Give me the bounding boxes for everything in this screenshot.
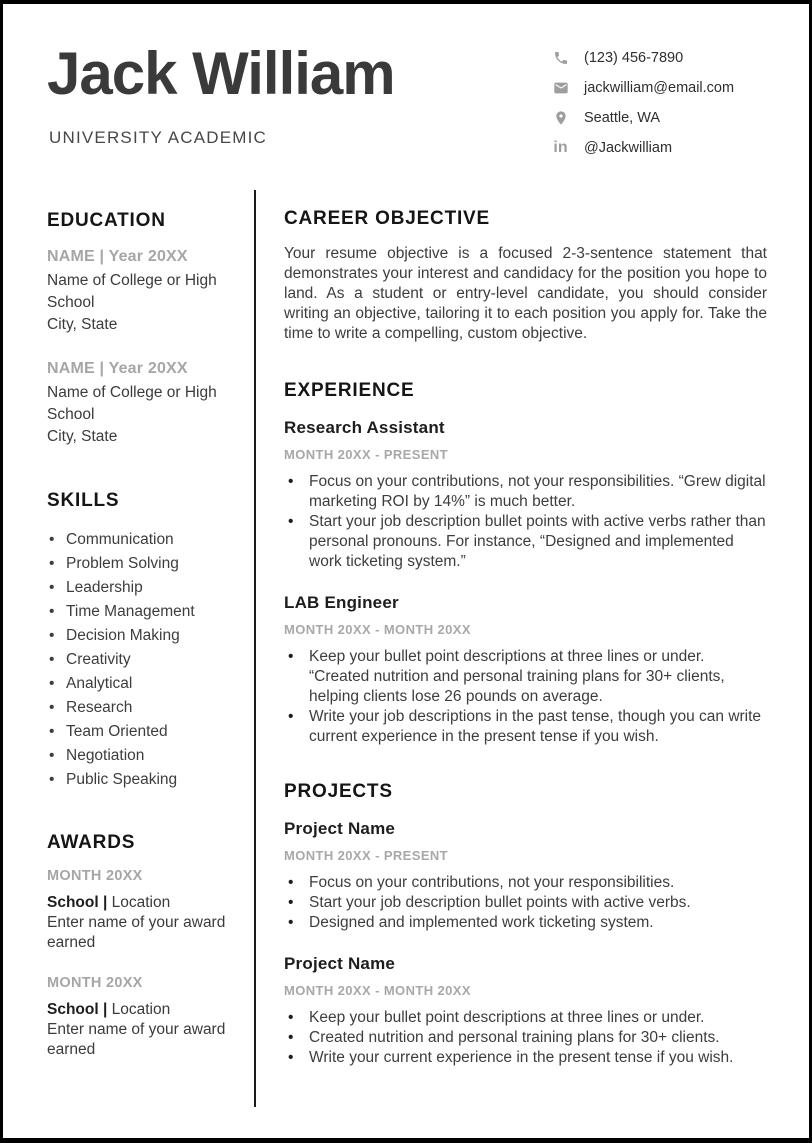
- job-bullet: • Keep your bullet point descriptions at three lines or under. “Created nutrition and personal training plans for 30+ clients, helping clients lose 26 pounds on average.: [284, 647, 767, 707]
- skill-item: • Team Oriented: [47, 720, 232, 744]
- award-school: School |: [47, 894, 108, 911]
- job-bullet-list: [284, 472, 767, 572]
- education-school: Name of College or High School: [47, 384, 217, 423]
- project-bullet: • Keep your bullet point descriptions at three lines or under.: [284, 1008, 767, 1028]
- contact-block: [552, 49, 734, 169]
- project-title: Project Name: [284, 819, 396, 838]
- project-title: Project Name: [284, 954, 396, 973]
- education-school: Name of College or High School: [47, 272, 217, 311]
- education-entry: [47, 248, 232, 336]
- award-school: School |: [47, 1001, 108, 1018]
- job-title: Research Assistant: [284, 418, 445, 437]
- linkedin-icon: in: [553, 139, 568, 156]
- skills-heading: SKILLS: [47, 490, 120, 511]
- experience-section: [284, 380, 767, 747]
- project-bullet-list: [284, 1008, 767, 1068]
- project-dates: MONTH 20XX - MONTH 20XX: [284, 983, 471, 998]
- email-icon: [552, 80, 569, 97]
- skill-item: • Creativity: [47, 648, 232, 672]
- skills-section: [47, 490, 232, 792]
- skill-item: • Negotiation: [47, 744, 232, 768]
- job-dates: MONTH 20XX - MONTH 20XX: [284, 622, 471, 637]
- experience-entry: [284, 418, 767, 572]
- header: [3, 4, 809, 190]
- skill-item: • Problem Solving: [47, 552, 232, 576]
- project-bullet: • Write your current experience in the present tense if you wish.: [284, 1048, 767, 1068]
- skill-item: • Time Management: [47, 600, 232, 624]
- project-bullet: • Designed and implemented work ticketing system.: [284, 913, 767, 933]
- award-entry: [47, 868, 232, 953]
- education-heading: EDUCATION: [47, 210, 166, 231]
- contact-phone-row: [552, 49, 734, 67]
- location-pin-icon: [552, 110, 569, 127]
- award-entry: [47, 975, 232, 1060]
- education-entry: [47, 360, 232, 448]
- job-bullet-list: [284, 647, 767, 747]
- award-description: Enter name of your award earned: [47, 914, 226, 951]
- project-bullet: • Start your job description bullet points with active verbs.: [284, 893, 767, 913]
- project-entry: [284, 819, 767, 933]
- award-date: MONTH 20XX: [47, 975, 143, 991]
- project-bullet-list: [284, 873, 767, 933]
- phone-number: (123) 456-7890: [584, 50, 684, 66]
- project-bullet: • Created nutrition and personal training plans for 30+ clients.: [284, 1028, 767, 1048]
- project-dates: MONTH 20XX - PRESENT: [284, 848, 449, 863]
- career-objective-heading: CAREER OBJECTIVE: [284, 208, 491, 229]
- phone-icon: [552, 50, 569, 67]
- skill-item: • Public Speaking: [47, 768, 232, 792]
- skill-item: • Decision Making: [47, 624, 232, 648]
- main-content: [256, 190, 809, 1139]
- award-description: Enter name of your award earned: [47, 1021, 226, 1058]
- award-location: Location: [111, 894, 171, 911]
- content-columns: [3, 190, 809, 1139]
- project-bullet: • Focus on your contributions, not your responsibilities.: [284, 873, 767, 893]
- education-location: City, State: [47, 316, 118, 333]
- experience-entry: [284, 593, 767, 747]
- job-title: LAB Engineer: [284, 593, 399, 612]
- skill-item: • Leadership: [47, 576, 232, 600]
- experience-heading: EXPERIENCE: [284, 380, 415, 401]
- person-title: UNIVERSITY ACADEMIC: [49, 128, 268, 147]
- award-school-line: [47, 893, 232, 913]
- location-text: Seattle, WA: [584, 110, 661, 126]
- skill-item: • Research: [47, 696, 232, 720]
- job-bullet: • Focus on your contributions, not your responsibilities. “Grew digital marketing ROI by 14%” is much better.: [284, 472, 767, 512]
- education-meta: NAME | Year 20XX: [47, 360, 188, 377]
- career-objective-text: Your resume objective is a focused 2-3-sentence statement that demonstrates your interest and candidacy for the position you hope to land. As a student or entry-level candidate, you should consider writing an objective, tailoring it to each position you apply for. Take the time to write a compelling, custom objective.: [284, 245, 767, 342]
- job-dates: MONTH 20XX - PRESENT: [284, 447, 449, 462]
- email-address: jackwilliam@email.com: [584, 80, 735, 96]
- linkedin-handle: @Jackwilliam: [584, 140, 673, 156]
- contact-linkedin-row: [552, 139, 734, 157]
- projects-heading: PROJECTS: [284, 781, 393, 802]
- awards-section: [47, 832, 232, 1060]
- award-location: Location: [111, 1001, 171, 1018]
- job-bullet: • Start your job description bullet points with active verbs rather than personal pronouns. For instance, “Designed and implemented work ticketing system.”: [284, 512, 767, 572]
- award-school-line: [47, 1000, 232, 1020]
- education-location: City, State: [47, 428, 118, 445]
- contact-location-row: [552, 109, 734, 127]
- career-objective-section: [284, 208, 767, 344]
- project-entry: [284, 954, 767, 1068]
- person-name: Jack William: [47, 40, 395, 107]
- contact-email-row: [552, 79, 734, 97]
- sidebar: [3, 190, 256, 1107]
- projects-section: [284, 781, 767, 1068]
- job-bullet: • Write your job descriptions in the past tense, though you can write current experience in the present tense if you wish.: [284, 707, 767, 747]
- skill-item: • Communication: [47, 528, 232, 552]
- skill-item: • Analytical: [47, 672, 232, 696]
- award-date: MONTH 20XX: [47, 868, 143, 884]
- awards-heading: AWARDS: [47, 832, 136, 853]
- skill-list: [47, 528, 232, 792]
- education-section: [47, 210, 232, 448]
- education-meta: NAME | Year 20XX: [47, 248, 188, 265]
